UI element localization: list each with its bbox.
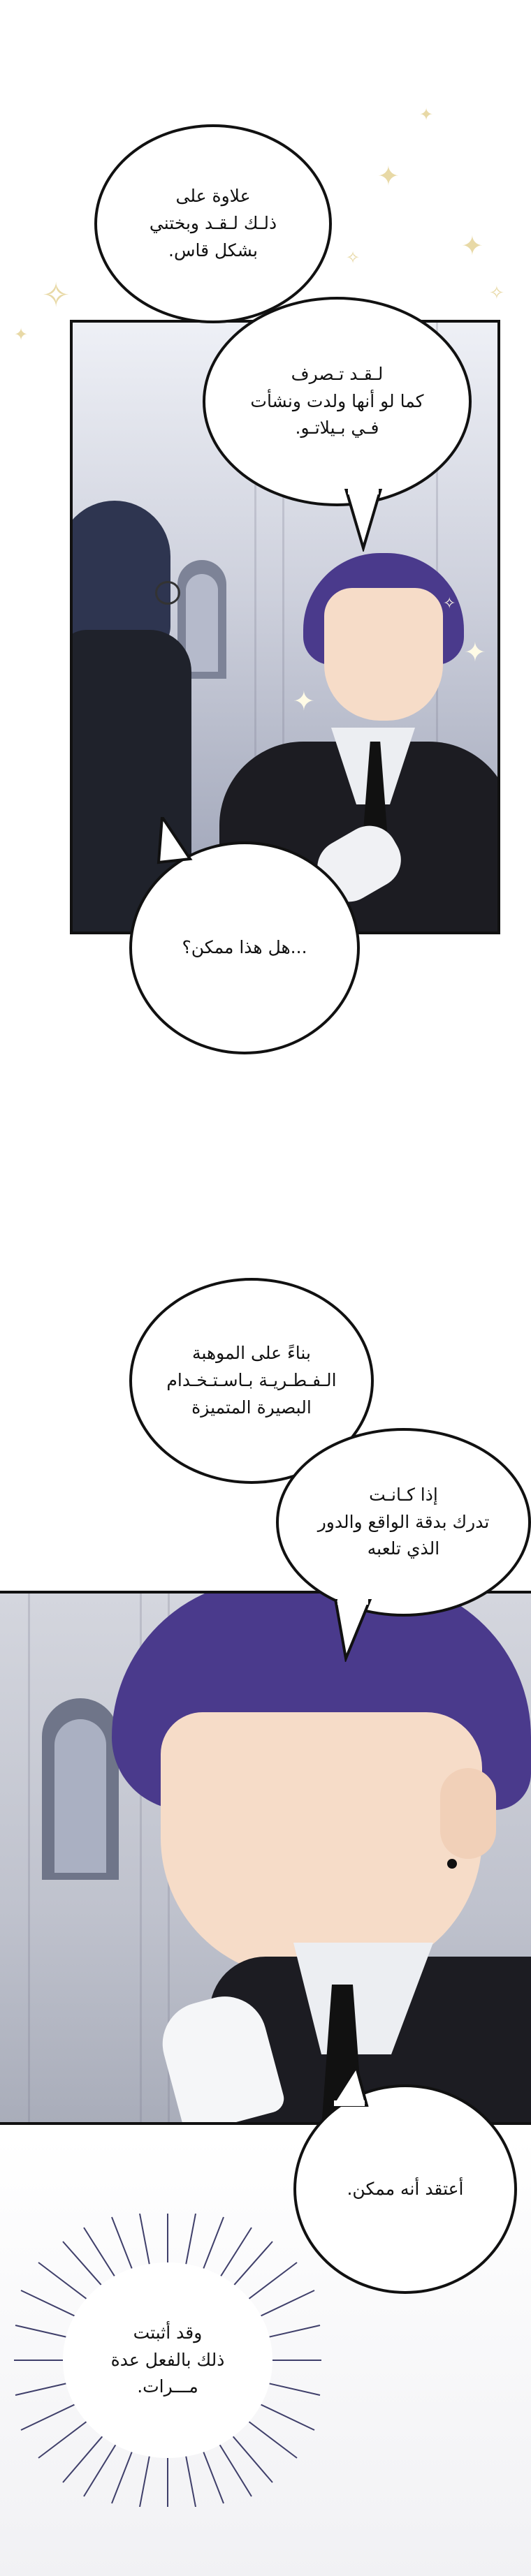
speech-text-4: بناءً على الموهبة الـفـطـريـة بـاسـتـخـدام البصيرة المتميزة	[166, 1343, 337, 1418]
character-face	[161, 1712, 482, 1978]
speech-text-2: لـقـد تـصرف كما لو أنها ولدت ونشأت فـي بـيلاتـو.	[250, 363, 424, 439]
earring-icon	[447, 1859, 457, 1869]
sparkle-icon: ✧	[42, 276, 71, 315]
character-ear	[440, 1768, 496, 1859]
panel-2	[0, 1591, 531, 2125]
speech-tail	[342, 489, 384, 552]
sparkle-icon: ✧	[489, 283, 504, 304]
sparkle-icon: ✦	[14, 325, 29, 344]
speech-text-7: وقد أثبتت ذلك بالفعل عدة مـــرات.	[110, 2322, 225, 2397]
sparkle-icon: ✦	[464, 637, 486, 668]
speech-bubble-5	[276, 1428, 531, 1617]
sparkle-icon: ✦	[419, 105, 434, 124]
sparkle-icon: ✦	[461, 230, 483, 261]
sparkle-icon: ✦	[377, 161, 400, 191]
sparkle-icon: ✧	[443, 595, 456, 612]
window	[54, 1719, 106, 1873]
speech-text-6: أعتقد أنه ممكن.	[347, 2178, 464, 2199]
speech-text-1: علاوة على ذلـك لـقـد وبختني بشكل قاس.	[149, 186, 277, 260]
speech-tail	[328, 2067, 370, 2109]
speech-bubble-1	[94, 124, 332, 323]
speech-tail	[155, 817, 197, 866]
glasses-icon	[155, 581, 180, 605]
character-face	[324, 588, 443, 721]
sparkle-icon: ✦	[293, 686, 315, 716]
speech-bubble-2	[203, 297, 472, 506]
speech-bubble-6	[293, 2084, 517, 2294]
sparkle-icon: ✧	[346, 248, 361, 267]
speech-bubble-7	[66, 2262, 269, 2458]
speech-tail	[332, 1599, 374, 1662]
speech-text-5: إذا كـانـت تدرك بدقة الواقع والدور الذي تلعبه	[317, 1484, 490, 1559]
speech-bubble-3	[129, 841, 360, 1054]
window	[186, 574, 218, 672]
speech-text-3: ...هل هذا ممكن؟	[182, 937, 307, 958]
